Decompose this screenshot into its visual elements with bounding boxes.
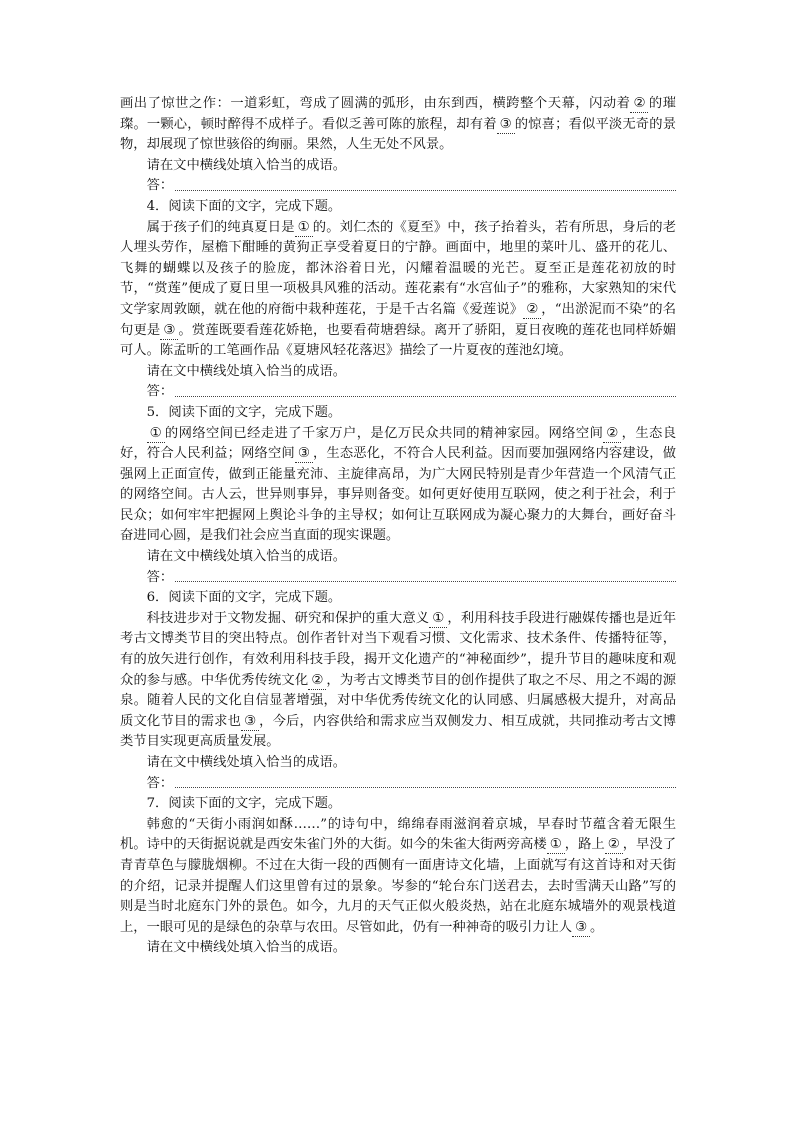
q6-prompt: 请在文中横线处填入恰当的成语。 <box>146 755 347 770</box>
q6-text-2: ，利用科技手段进行融媒传播也是近年考古文博类节目的突出特点。创作者针对当下观看习惯、文化需求、技术条件、传播特征等，有的放矢进行创作，有效利用科技手段，揭开文化遗产的“神秘面纱”，提升节目的趣味度和观众的参与感。中华优秀传统文化 <box>120 610 677 688</box>
q6-text-1: 科技进步对于文物发掘、研究和保护的重大意义 <box>146 610 430 626</box>
q7-blank-2[interactable]: ② <box>605 837 623 854</box>
q6-blank-2[interactable]: ② <box>308 673 326 690</box>
q4-answer-label: 答： <box>146 384 174 400</box>
q4-text-3: ，“出淤泥而不染”的名句更是 <box>120 301 676 338</box>
q7-text-3: ，早没了青青草色与朦胧烟柳。不过在大街一段的西侧有一面唐诗文化墙，上面就写有这首诗和对天街的介绍，记录并提醒人们这里曾有过的景象。岑参的“轮台东门送君去，去时雪满天山路”写的则是当时北庭东门外的景色。如今，九月的天气正似火般炎热，站在北庭东城墙外的观景栈道上，一眼可见的是绿色的杂草与农田。尽管如此，仍有一种神奇的吸引力让人 <box>120 837 677 935</box>
q5-text-2: ，生态良好，符合人民利益；网络空间 <box>120 425 677 462</box>
q5-answer-line[interactable] <box>120 568 676 589</box>
q6-passage <box>120 609 676 753</box>
q7-text-4: 。 <box>590 919 604 935</box>
q5-prompt: 请在文中横线处填入恰当的成语。 <box>146 549 347 565</box>
q4-blank-3[interactable]: ③ <box>160 323 178 340</box>
q5-blank-3[interactable]: ③ <box>295 446 313 463</box>
q7-heading: 7．阅读下面的文字，完成下题。 <box>146 796 342 812</box>
q4-answer-line[interactable] <box>120 382 676 403</box>
q6-text-3: ，为考古文博类节目的创作提供了取之不尽、用之不竭的源泉。随着人民的文化自信显著增强，对中华优秀传统文化的认同感、归属感极大提升，对高品质文化节目的需求也 <box>120 672 677 729</box>
q3-answer-line[interactable] <box>120 176 676 197</box>
q5-text-1: 的网络空间已经走进了千家万户，是亿万民众共同的精神家园。网络空间 <box>164 425 604 441</box>
q4-blank-2[interactable]: ② <box>523 302 541 319</box>
q5-answer-label: 答： <box>146 569 174 585</box>
q6-heading: 6．阅读下面的文字，完成下题。 <box>146 590 342 606</box>
q3-blank-2[interactable]: ② <box>630 96 648 113</box>
q5-blank-2[interactable]: ② <box>603 426 621 443</box>
q4-heading: 4．阅读下面的文字，完成下题。 <box>146 198 342 214</box>
q6-blank-3[interactable]: ③ <box>241 714 259 731</box>
q7-text-2: ，路上 <box>564 837 605 853</box>
q6-answer-leader <box>175 787 676 788</box>
q6-text-4: ，今后，内容供给和需求应当双侧发力、相互成就，共同推动考古文博类节目实现更高质量发展。 <box>120 713 677 750</box>
q7-blank-3[interactable]: ③ <box>572 920 590 937</box>
q6-answer-label: 答： <box>146 775 174 791</box>
q3-text-3: 的惊喜；看似平淡无奇的景物，却展现了惊世骇俗的绚丽。果然，人生无处不风景。 <box>120 116 677 153</box>
q3-prompt: 请在文中横线处填入恰当的成语。 <box>146 157 347 173</box>
q5-passage <box>120 424 676 548</box>
q3-answer-leader <box>175 190 676 191</box>
q3-text-1: 画出了惊世之作：一道彩虹，弯成了圆满的弧形，由东到西，横跨整个天幕，闪动着 <box>120 96 631 111</box>
q4-text-4: 。赏莲既要看莲花娇艳，也要看荷塘碧绿。离开了骄阳，夏日夜晚的莲花也同样娇媚可人。陈孟昕的工笔画作品《夏塘风轻花落迟》描绘了一片夏夜的莲池幻境。 <box>120 322 677 359</box>
q3-passage-tail <box>120 94 676 156</box>
q7-passage <box>120 815 676 939</box>
q3-text-2: 的璀璨。一颗心，顿时醉得不成样子。看似乏善可陈的旅程，却有着 <box>120 96 676 132</box>
q3-answer-label: 答： <box>146 178 174 194</box>
q7-blank-1[interactable]: ① <box>547 837 565 854</box>
q7-prompt: 请在文中横线处填入恰当的成语。 <box>146 940 347 956</box>
q7-text-1: 韩愈的“天街小雨润如酥……”的诗句中，绵绵春雨滋润着京城，早春时节蕴含着无限生机。诗中的天街据说就是西安朱雀门外的大街。如今的朱雀大街两旁高楼 <box>120 816 676 853</box>
q4-text-1: 属于孩子们的纯真夏日是 <box>146 219 295 235</box>
q5-text-3: ，生态恶化，不符合人民利益。因而要加强网络内容建设，做强网上正面宣传，做到正能量充沛、主旋律高昂，为广大网民特别是青少年营造一个风清气正的网络空间。古人云，世异则事异，事异则备变。如何更好使用互联网，使之利于社会，利于民众；如何牢牢把握网上舆论斗争的主导权；如何让互联网成为凝心聚力的大舞台，画好奋斗奋进同心圆，是我们社会应当直面的现实课题。 <box>120 446 676 544</box>
q5-answer-leader <box>175 581 676 582</box>
worksheet-page <box>120 94 676 959</box>
q6-blank-1[interactable]: ① <box>429 611 447 628</box>
q4-blank-1[interactable]: ① <box>295 220 313 237</box>
q4-prompt: 请在文中横线处填入恰当的成语。 <box>146 363 347 379</box>
q6-answer-line[interactable] <box>120 774 676 795</box>
q5-heading: 5．阅读下面的文字，完成下题。 <box>146 404 342 420</box>
q3-blank-3[interactable]: ③ <box>497 117 515 134</box>
q4-passage <box>120 218 676 362</box>
q4-text-2: 的。刘仁杰的《夏至》中，孩子抬着头，若有所思，身后的老人埋头劳作，屋檐下酣睡的黄狗正享受着夏日的宁静。画面中，地里的菜叶儿、盛开的花儿、飞舞的蝴蝶以及孩子的脸庞，都沐浴着日光，闪耀着温暖的光芒。夏至正是莲花初放的时节，“赏莲”便成了夏日里一项极具风雅的活动。莲花素有“水宫仙子”的雅称，大家熟知的宋代文学家周敦颐，就在他的府衙中栽种莲花，于是千古名篇《爱莲说》 <box>120 219 677 317</box>
q4-answer-leader <box>175 396 676 397</box>
q5-blank-1[interactable]: ① <box>147 426 165 443</box>
